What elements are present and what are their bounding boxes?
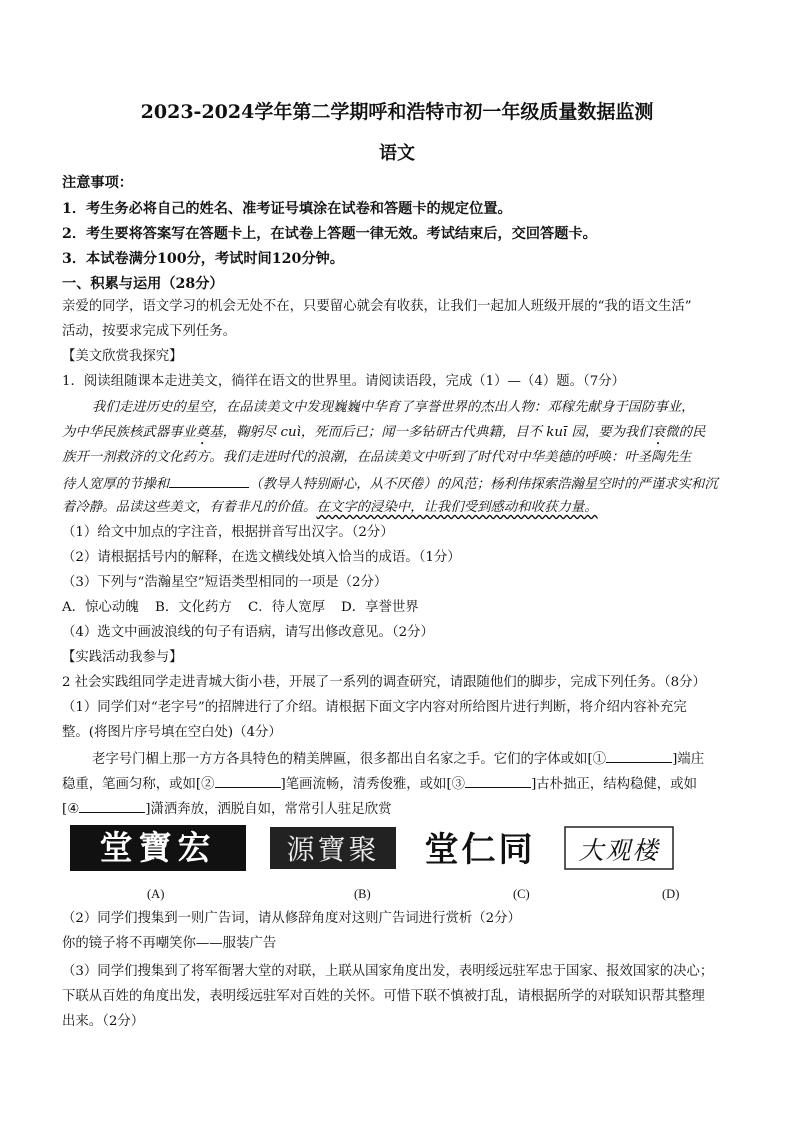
intro-line-1: 亲爱的同学，语文学习的机会无处不在，只要留心就会有收获，让我们一起加人班级开展的“我的语文生活” — [62, 299, 692, 314]
notice-item-1: 1．考生务必将自己的姓名、准考证号填涂在试卷和答题卡的规定位置。 — [62, 201, 512, 217]
answer-blank-2[interactable] — [215, 773, 281, 788]
signboard-c-text: 堂仁同 — [424, 830, 536, 870]
section-heading: 一、积累与运用（28分） — [62, 276, 224, 292]
answer-blank-3[interactable] — [465, 773, 531, 788]
idiom-blank[interactable] — [169, 473, 249, 488]
notice-heading: 注意事项： — [62, 175, 133, 191]
wavy-sentence: 在文字的浸染中，让我们受到感动和收获力量。 — [316, 500, 598, 515]
sub-question-1: （1）给文中加点的字注音，根据拼音写出汉字。（2分） — [62, 525, 394, 540]
passage-text: 着冷静。品读这些美文，有着非凡的价值。 — [62, 500, 317, 515]
notice-item-3: 3．本试卷满分100分，考试时间120分钟。 — [62, 251, 344, 267]
para-line-1 — [92, 748, 704, 770]
sub-question-3: （3）下列与“浩瀚星空”短语类型相同的一项是（2分） — [62, 575, 388, 590]
answer-blank-4[interactable] — [79, 798, 145, 813]
para-text: ]端庄 — [672, 752, 705, 767]
q2-sub3-line-3: 出来。（2分） — [62, 1014, 145, 1029]
caption-c: (C) — [513, 887, 530, 901]
para-text: [④ — [62, 802, 80, 817]
caption-d: (D) — [662, 887, 680, 901]
signboard-a-text: 堂寶宏 — [99, 828, 217, 867]
caption-b: (B) — [354, 887, 371, 901]
passage-text: 微的民 — [665, 425, 706, 440]
passage-text: 基，鞠躬尽 cuì，死而后已；闻一多钻研古代典籍，目不 kuī 园，要为我们 — [209, 425, 652, 440]
option-c: C．待人宽厚 — [248, 600, 326, 615]
tag-appreciation: 【美文欣赏我探究】 — [62, 349, 183, 364]
passage-line-1: 我们走进历史的星空，在品读美文中发现巍巍中华育了享誉世界的杰出人物：邓稼先献身于国防事业， — [92, 400, 695, 415]
ad-slogan: 你的镜子将不再嘲笑你——服装广告 — [62, 936, 277, 951]
answer-blank-1[interactable] — [606, 748, 672, 763]
signboard-b — [270, 823, 396, 873]
signboard-d — [564, 823, 674, 873]
dotted-char: 衰 — [651, 425, 666, 440]
passage-text: （教导人特别耐心，从不厌倦）的风范；杨利伟探索浩瀚星空时的严谨求实和沉 — [249, 477, 718, 492]
para-text: 稳重，笔画匀称，或如[② — [62, 777, 215, 792]
para-text: ]笔画流畅，清秀俊雅，或如[③ — [280, 777, 466, 792]
question-2: 2 社会实践组同学走进青城大街小巷，开展了一系列的调查研究，请跟随他们的脚步，完成下列任务。（8分） — [62, 675, 706, 690]
option-b: B．文化药方 — [155, 600, 232, 615]
caption-a: (A) — [147, 887, 165, 901]
notice-item-2: 2．考生要将答案写在答题卡上，在试卷上答题一律无效。考试结束后，交回答题卡。 — [62, 226, 597, 242]
q2-sub3-line-2: 下联从百姓的角度出发，表明绥远驻军对百姓的关怀。可惜下联不慎被打乱，请根据所学的对联知识帮其整理 — [62, 989, 705, 1004]
option-a: A．惊心动魄 — [62, 600, 139, 615]
passage-text: 为中华民族核武器事业 — [62, 425, 196, 440]
q2-sub2: （2）同学们搜集到一则广告词，请从修辞角度对这则广告词进行赏析（2分） — [62, 911, 521, 926]
para-text: ]古朴拙正，结构稳健，或如 — [531, 777, 697, 792]
passage-line-5 — [62, 498, 598, 518]
passage-line-4 — [62, 473, 718, 495]
passage-line-3: 族开一剂救济的文化药方。我们走进时代的浪潮，在品读美文中听到了时代对中华美德的呼唤：叶圣陶先生 — [62, 450, 692, 465]
sub-question-2: （2）请根据括号内的解释，在选文横线处填入恰当的成语。（1分） — [62, 550, 461, 565]
signboard-b-text: 源寶聚 — [286, 833, 380, 866]
signboard-d-text: 大观楼 — [578, 836, 660, 865]
para-text: ]潇洒奔放，洒脱自如，常常引人驻足欣赏 — [145, 802, 392, 817]
dotted-char: 奠 — [195, 425, 210, 440]
sub-question-4: （4）选文中画波浪线的句子有语病，请写出修改意见。（2分） — [62, 625, 434, 640]
tag-practice: 【实践活动我参与】 — [62, 650, 183, 665]
passage-line-2 — [62, 423, 705, 448]
q2-sub1-line-2: 整。(将图片序号填在空白处)（4分） — [62, 725, 282, 740]
intro-line-2: 活动，按要求完成下列任务。 — [62, 324, 237, 339]
question-1: 1．阅读组随课本走进美文，徜徉在语文的世界里。请阅读语段，完成（1）—（4）题。（7分） — [62, 374, 626, 389]
subject-title: 语文 — [379, 143, 415, 164]
signboard-c — [416, 823, 544, 873]
para-text: 老字号门楣上那一方方各具特色的精美牌匾，很多都出自名家之手。它们的字体或如[① — [92, 752, 607, 767]
passage-text: 待人宽厚的节操和 — [62, 477, 170, 492]
q2-sub3-line-1: （3）同学们搜集到了将军衙署大堂的对联，上联从国家角度出发，表明绥远驻军忠于国家、报效国家的决心； — [62, 964, 714, 979]
para-line-2 — [62, 773, 697, 795]
option-d: D．享誉世界 — [341, 600, 419, 615]
options-row — [62, 598, 419, 618]
para-line-3 — [62, 798, 392, 820]
exam-title: 2023-2024学年第二学期呼和浩特市初一年级质量数据监测 — [140, 101, 654, 123]
q2-sub1-line-1: （1）同学们对“老字号”的招牌进行了介绍。请根据下面文字内容对所给图片进行判断，将介绍内容补充完 — [62, 700, 687, 715]
signboard-a — [70, 823, 246, 873]
